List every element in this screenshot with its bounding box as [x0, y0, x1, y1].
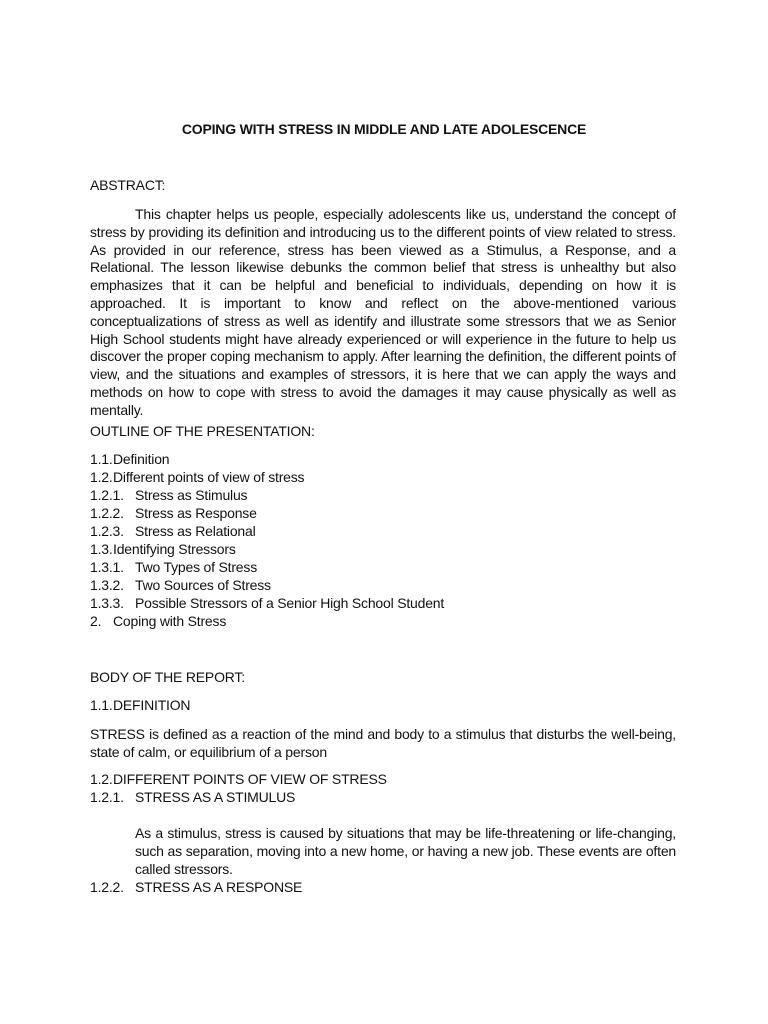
outline-list — [90, 450, 444, 630]
outline-label: Two Sources of Stress — [135, 577, 271, 593]
outline-number: 1.3. — [90, 541, 113, 557]
outline-item — [90, 468, 444, 486]
abstract-paragraph: This chapter helps us people, especially adolescents like us, understand the concept of stress by providing its definition and introducing us to the different points of view related to stress. As provided in our reference, stress has been viewed as a Stimulus, a Response, and a Relational. The lesson likewise debunks the common belief that stress is unhealthy but also emphasizes that it can be helpful and beneficial to individuals, depending on how it is approached. It is important to know and reflect on the above-mentioned various conceptualizations of stress as well as identify and illustrate some stressors that we as Senior High School students might have already experienced or will experience in the future to help us discover the proper coping mechanism to apply. After learning the definition, the different points of view, and the situations and examples of stressors, it is here that we can apply the ways and methods on how to cope with stress to avoid the damages it may cause physically as well as mentally. — [90, 206, 676, 418]
outline-label: Stress as Response — [135, 505, 257, 521]
outline-number: 1.2.1. — [90, 487, 124, 503]
outline-label: Identifying Stressors — [113, 541, 236, 557]
section-number: 1.2.2. — [90, 879, 124, 895]
outline-item — [90, 540, 444, 558]
outline-label: Coping with Stress — [113, 613, 227, 629]
section-label: DEFINITION — [113, 697, 191, 713]
definition-section-heading — [90, 697, 190, 713]
outline-item — [90, 522, 444, 540]
outline-number: 1.3.1. — [90, 559, 124, 575]
body-heading: BODY OF THE REPORT: — [90, 669, 245, 685]
outline-item — [90, 558, 444, 576]
outline-item — [90, 504, 444, 522]
section-label: STRESS AS A RESPONSE — [135, 879, 303, 895]
section-number: 1.1. — [90, 697, 113, 713]
document-title: COPING WITH STRESS IN MIDDLE AND LATE ADOLESCENCE — [181, 121, 587, 137]
outline-number: 1.2. — [90, 469, 113, 485]
section-label: STRESS AS A STIMULUS — [135, 789, 296, 805]
outline-item — [90, 576, 444, 594]
outline-item — [90, 594, 444, 612]
outline-number: 1.2.3. — [90, 523, 124, 539]
outline-heading: OUTLINE OF THE PRESENTATION: — [90, 423, 315, 439]
definition-paragraph: STRESS is defined as a reaction of the mind and body to a stimulus that disturbs the well-being, state of calm, or equilibrium of a person — [90, 726, 676, 760]
outline-label: Different points of view of stress — [113, 469, 305, 485]
outline-label: Stress as Relational — [135, 523, 256, 539]
outline-label: Definition — [113, 451, 170, 467]
outline-number: 1.1. — [90, 451, 113, 467]
outline-label: Possible Stressors of a Senior High School Student — [135, 595, 445, 611]
section-label: DIFFERENT POINTS OF VIEW OF STRESS — [113, 771, 387, 787]
outline-item — [90, 486, 444, 504]
outline-label: Two Types of Stress — [135, 559, 257, 575]
outline-number: 2. — [90, 613, 102, 629]
pov-section-heading — [90, 771, 387, 787]
outline-number: 1.3.3. — [90, 595, 124, 611]
outline-number: 1.2.2. — [90, 505, 124, 521]
outline-label: Stress as Stimulus — [135, 487, 248, 503]
response-section-heading — [90, 879, 302, 895]
section-number: 1.2.1. — [90, 789, 124, 805]
outline-item — [90, 612, 444, 630]
section-number: 1.2. — [90, 771, 113, 787]
outline-number: 1.3.2. — [90, 577, 124, 593]
abstract-heading: ABSTRACT: — [90, 177, 166, 193]
outline-item — [90, 450, 444, 468]
stimulus-section-heading — [90, 789, 295, 805]
stimulus-paragraph: As a stimulus, stress is caused by situations that may be life-threatening or life-changing, such as separation, moving into a new home, or having a new job. These events are often called stressors. — [135, 825, 676, 877]
